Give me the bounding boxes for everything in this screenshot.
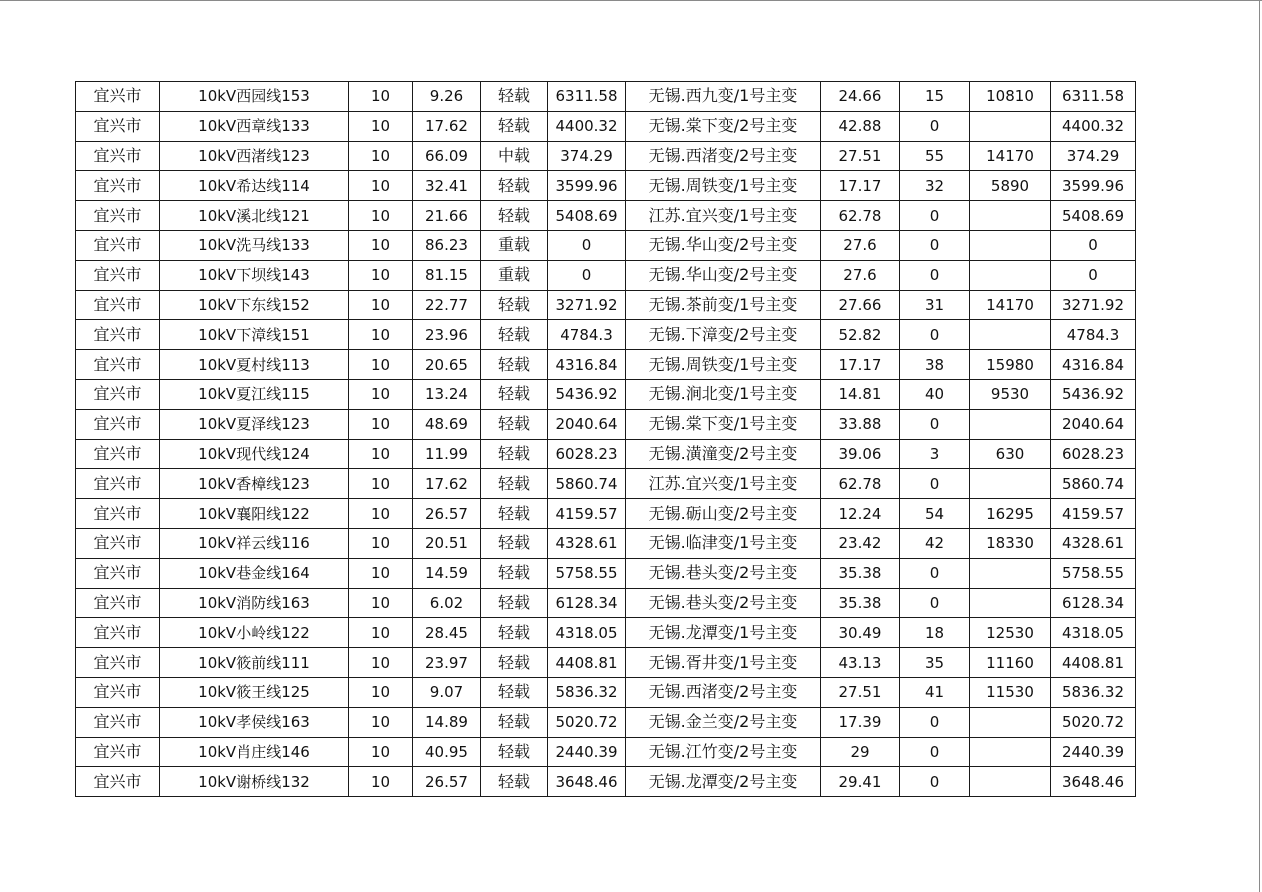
cell-load-status: 轻载 xyxy=(481,171,548,201)
cell-spare-capacity: 5436.92 xyxy=(548,379,626,409)
cell-line-name: 10kV下坝线143 xyxy=(160,260,349,290)
cell-transformer-load-rate: 17.17 xyxy=(821,171,900,201)
cell-load-rate: 28.45 xyxy=(413,618,481,648)
cell-capacity: 5890 xyxy=(970,171,1051,201)
cell-voltage: 10 xyxy=(349,737,413,767)
cell-load-status: 轻载 xyxy=(481,469,548,499)
feeder-load-table xyxy=(75,81,1136,797)
cell-voltage: 10 xyxy=(349,618,413,648)
cell-load-status: 轻载 xyxy=(481,350,548,380)
cell-line-name: 10kV西渚线123 xyxy=(160,141,349,171)
cell-available-capacity: 3599.96 xyxy=(1051,171,1136,201)
cell-capacity: 9530 xyxy=(970,379,1051,409)
cell-spare-capacity: 2440.39 xyxy=(548,737,626,767)
cell-voltage: 10 xyxy=(349,260,413,290)
cell-voltage: 10 xyxy=(349,767,413,797)
cell-load-rate: 40.95 xyxy=(413,737,481,767)
cell-line-name: 10kV巷金线164 xyxy=(160,558,349,588)
cell-main-transformer: 无锡.棠下变/2号主变 xyxy=(626,111,821,141)
cell-count: 0 xyxy=(900,588,970,618)
cell-available-capacity: 4408.81 xyxy=(1051,648,1136,678)
cell-available-capacity: 5860.74 xyxy=(1051,469,1136,499)
cell-load-rate: 81.15 xyxy=(413,260,481,290)
cell-available-capacity: 5436.92 xyxy=(1051,379,1136,409)
table-row xyxy=(76,350,1136,380)
cell-main-transformer: 无锡.西渚变/2号主变 xyxy=(626,141,821,171)
cell-spare-capacity: 4400.32 xyxy=(548,111,626,141)
cell-load-status: 轻载 xyxy=(481,201,548,231)
cell-spare-capacity: 0 xyxy=(548,230,626,260)
cell-line-name: 10kV筱前线111 xyxy=(160,648,349,678)
cell-main-transformer: 无锡.华山变/2号主变 xyxy=(626,230,821,260)
cell-load-rate: 21.66 xyxy=(413,201,481,231)
cell-line-name: 10kV孝侯线163 xyxy=(160,707,349,737)
cell-line-name: 10kV溪北线121 xyxy=(160,201,349,231)
cell-capacity xyxy=(970,409,1051,439)
cell-available-capacity: 4328.61 xyxy=(1051,528,1136,558)
cell-spare-capacity: 3648.46 xyxy=(548,767,626,797)
table-row xyxy=(76,82,1136,112)
cell-count: 32 xyxy=(900,171,970,201)
cell-main-transformer: 无锡.周铁变/1号主变 xyxy=(626,171,821,201)
cell-city: 宜兴市 xyxy=(76,379,160,409)
cell-spare-capacity: 0 xyxy=(548,260,626,290)
cell-line-name: 10kV西章线133 xyxy=(160,111,349,141)
page-top-edge xyxy=(0,0,1262,1)
cell-main-transformer: 无锡.茶前变/1号主变 xyxy=(626,290,821,320)
cell-available-capacity: 5020.72 xyxy=(1051,707,1136,737)
cell-main-transformer: 无锡.周铁变/1号主变 xyxy=(626,350,821,380)
table-body xyxy=(76,82,1136,797)
cell-count: 0 xyxy=(900,230,970,260)
cell-transformer-load-rate: 62.78 xyxy=(821,201,900,231)
cell-load-rate: 13.24 xyxy=(413,379,481,409)
cell-available-capacity: 6311.58 xyxy=(1051,82,1136,112)
cell-available-capacity: 6128.34 xyxy=(1051,588,1136,618)
table-row xyxy=(76,469,1136,499)
cell-load-status: 轻载 xyxy=(481,618,548,648)
cell-count: 18 xyxy=(900,618,970,648)
table-row xyxy=(76,677,1136,707)
cell-load-rate: 20.51 xyxy=(413,528,481,558)
cell-voltage: 10 xyxy=(349,141,413,171)
cell-spare-capacity: 5758.55 xyxy=(548,558,626,588)
page-right-edge xyxy=(1259,0,1260,892)
cell-main-transformer: 无锡.西渚变/2号主变 xyxy=(626,677,821,707)
cell-voltage: 10 xyxy=(349,111,413,141)
cell-transformer-load-rate: 52.82 xyxy=(821,320,900,350)
cell-voltage: 10 xyxy=(349,290,413,320)
cell-count: 0 xyxy=(900,409,970,439)
cell-city: 宜兴市 xyxy=(76,290,160,320)
cell-line-name: 10kV襄阳线122 xyxy=(160,499,349,529)
cell-city: 宜兴市 xyxy=(76,201,160,231)
cell-line-name: 10kV夏泽线123 xyxy=(160,409,349,439)
cell-load-status: 轻载 xyxy=(481,439,548,469)
cell-load-rate: 26.57 xyxy=(413,767,481,797)
cell-capacity: 14170 xyxy=(970,290,1051,320)
table-row xyxy=(76,320,1136,350)
cell-voltage: 10 xyxy=(349,230,413,260)
cell-available-capacity: 5408.69 xyxy=(1051,201,1136,231)
cell-spare-capacity: 3271.92 xyxy=(548,290,626,320)
cell-capacity xyxy=(970,111,1051,141)
cell-count: 35 xyxy=(900,648,970,678)
cell-load-status: 轻载 xyxy=(481,82,548,112)
cell-main-transformer: 无锡.龙潭变/1号主变 xyxy=(626,618,821,648)
cell-transformer-load-rate: 39.06 xyxy=(821,439,900,469)
table-row xyxy=(76,528,1136,558)
cell-capacity xyxy=(970,737,1051,767)
cell-city: 宜兴市 xyxy=(76,260,160,290)
cell-city: 宜兴市 xyxy=(76,588,160,618)
cell-transformer-load-rate: 30.49 xyxy=(821,618,900,648)
cell-load-status: 轻载 xyxy=(481,290,548,320)
cell-available-capacity: 3271.92 xyxy=(1051,290,1136,320)
cell-load-status: 轻载 xyxy=(481,707,548,737)
cell-voltage: 10 xyxy=(349,499,413,529)
cell-voltage: 10 xyxy=(349,469,413,499)
table-row xyxy=(76,648,1136,678)
cell-line-name: 10kV下东线152 xyxy=(160,290,349,320)
cell-available-capacity: 4784.3 xyxy=(1051,320,1136,350)
cell-load-rate: 6.02 xyxy=(413,588,481,618)
cell-spare-capacity: 5408.69 xyxy=(548,201,626,231)
cell-spare-capacity: 4408.81 xyxy=(548,648,626,678)
cell-main-transformer: 无锡.临津变/1号主变 xyxy=(626,528,821,558)
cell-city: 宜兴市 xyxy=(76,618,160,648)
cell-count: 54 xyxy=(900,499,970,529)
cell-transformer-load-rate: 27.66 xyxy=(821,290,900,320)
cell-capacity xyxy=(970,230,1051,260)
cell-count: 38 xyxy=(900,350,970,380)
cell-main-transformer: 无锡.下漳变/2号主变 xyxy=(626,320,821,350)
cell-count: 3 xyxy=(900,439,970,469)
cell-transformer-load-rate: 35.38 xyxy=(821,558,900,588)
cell-line-name: 10kV消防线163 xyxy=(160,588,349,618)
cell-capacity xyxy=(970,558,1051,588)
cell-voltage: 10 xyxy=(349,439,413,469)
spreadsheet-page xyxy=(75,81,1136,797)
cell-count: 0 xyxy=(900,737,970,767)
cell-city: 宜兴市 xyxy=(76,499,160,529)
cell-load-rate: 26.57 xyxy=(413,499,481,529)
cell-load-status: 轻载 xyxy=(481,409,548,439)
cell-capacity xyxy=(970,469,1051,499)
cell-available-capacity: 3648.46 xyxy=(1051,767,1136,797)
cell-available-capacity: 4159.57 xyxy=(1051,499,1136,529)
cell-capacity: 18330 xyxy=(970,528,1051,558)
table-row xyxy=(76,737,1136,767)
cell-count: 0 xyxy=(900,111,970,141)
table-row xyxy=(76,230,1136,260)
cell-load-rate: 48.69 xyxy=(413,409,481,439)
cell-line-name: 10kV现代线124 xyxy=(160,439,349,469)
cell-available-capacity: 0 xyxy=(1051,230,1136,260)
cell-line-name: 10kV肖庄线146 xyxy=(160,737,349,767)
cell-spare-capacity: 4328.61 xyxy=(548,528,626,558)
table-row xyxy=(76,707,1136,737)
cell-main-transformer: 江苏.宜兴变/1号主变 xyxy=(626,201,821,231)
cell-load-rate: 86.23 xyxy=(413,230,481,260)
cell-city: 宜兴市 xyxy=(76,350,160,380)
cell-load-status: 轻载 xyxy=(481,320,548,350)
cell-capacity xyxy=(970,707,1051,737)
table-row xyxy=(76,499,1136,529)
cell-main-transformer: 无锡.涧北变/1号主变 xyxy=(626,379,821,409)
cell-main-transformer: 无锡.棠下变/1号主变 xyxy=(626,409,821,439)
cell-main-transformer: 无锡.巷头变/2号主变 xyxy=(626,588,821,618)
cell-city: 宜兴市 xyxy=(76,439,160,469)
cell-count: 40 xyxy=(900,379,970,409)
cell-voltage: 10 xyxy=(349,201,413,231)
cell-spare-capacity: 5860.74 xyxy=(548,469,626,499)
cell-voltage: 10 xyxy=(349,320,413,350)
cell-load-rate: 23.96 xyxy=(413,320,481,350)
cell-available-capacity: 2440.39 xyxy=(1051,737,1136,767)
cell-load-status: 轻载 xyxy=(481,111,548,141)
cell-line-name: 10kV希达线114 xyxy=(160,171,349,201)
cell-load-rate: 20.65 xyxy=(413,350,481,380)
cell-available-capacity: 5758.55 xyxy=(1051,558,1136,588)
cell-load-rate: 32.41 xyxy=(413,171,481,201)
cell-load-rate: 23.97 xyxy=(413,648,481,678)
cell-load-status: 重载 xyxy=(481,260,548,290)
cell-capacity xyxy=(970,767,1051,797)
cell-main-transformer: 江苏.宜兴变/1号主变 xyxy=(626,469,821,499)
cell-load-status: 轻载 xyxy=(481,499,548,529)
cell-load-status: 轻载 xyxy=(481,767,548,797)
cell-transformer-load-rate: 24.66 xyxy=(821,82,900,112)
table-row xyxy=(76,111,1136,141)
table-row xyxy=(76,260,1136,290)
cell-capacity xyxy=(970,588,1051,618)
cell-transformer-load-rate: 42.88 xyxy=(821,111,900,141)
cell-count: 42 xyxy=(900,528,970,558)
cell-load-status: 轻载 xyxy=(481,737,548,767)
cell-city: 宜兴市 xyxy=(76,648,160,678)
table-row xyxy=(76,171,1136,201)
cell-count: 55 xyxy=(900,141,970,171)
cell-available-capacity: 2040.64 xyxy=(1051,409,1136,439)
cell-line-name: 10kV洗马线133 xyxy=(160,230,349,260)
cell-spare-capacity: 5020.72 xyxy=(548,707,626,737)
cell-city: 宜兴市 xyxy=(76,171,160,201)
cell-transformer-load-rate: 29 xyxy=(821,737,900,767)
cell-city: 宜兴市 xyxy=(76,141,160,171)
cell-spare-capacity: 5836.32 xyxy=(548,677,626,707)
cell-spare-capacity: 6311.58 xyxy=(548,82,626,112)
cell-load-rate: 22.77 xyxy=(413,290,481,320)
cell-city: 宜兴市 xyxy=(76,558,160,588)
cell-main-transformer: 无锡.龙潭变/2号主变 xyxy=(626,767,821,797)
table-row xyxy=(76,439,1136,469)
cell-spare-capacity: 2040.64 xyxy=(548,409,626,439)
table-row xyxy=(76,379,1136,409)
cell-voltage: 10 xyxy=(349,707,413,737)
cell-load-rate: 17.62 xyxy=(413,469,481,499)
cell-city: 宜兴市 xyxy=(76,230,160,260)
cell-spare-capacity: 6028.23 xyxy=(548,439,626,469)
cell-spare-capacity: 374.29 xyxy=(548,141,626,171)
cell-load-rate: 17.62 xyxy=(413,111,481,141)
cell-capacity: 10810 xyxy=(970,82,1051,112)
cell-city: 宜兴市 xyxy=(76,409,160,439)
cell-city: 宜兴市 xyxy=(76,677,160,707)
cell-main-transformer: 无锡.金兰变/2号主变 xyxy=(626,707,821,737)
cell-line-name: 10kV夏村线113 xyxy=(160,350,349,380)
cell-voltage: 10 xyxy=(349,558,413,588)
cell-capacity: 16295 xyxy=(970,499,1051,529)
cell-city: 宜兴市 xyxy=(76,82,160,112)
cell-count: 15 xyxy=(900,82,970,112)
cell-load-status: 轻载 xyxy=(481,558,548,588)
cell-load-status: 轻载 xyxy=(481,528,548,558)
cell-count: 0 xyxy=(900,767,970,797)
cell-count: 0 xyxy=(900,260,970,290)
table-row xyxy=(76,141,1136,171)
cell-line-name: 10kV香樟线123 xyxy=(160,469,349,499)
cell-main-transformer: 无锡.巷头变/2号主变 xyxy=(626,558,821,588)
cell-count: 31 xyxy=(900,290,970,320)
table-row xyxy=(76,409,1136,439)
cell-count: 0 xyxy=(900,558,970,588)
cell-load-rate: 14.89 xyxy=(413,707,481,737)
cell-transformer-load-rate: 12.24 xyxy=(821,499,900,529)
cell-line-name: 10kV下漳线151 xyxy=(160,320,349,350)
cell-city: 宜兴市 xyxy=(76,469,160,499)
cell-voltage: 10 xyxy=(349,82,413,112)
cell-capacity: 630 xyxy=(970,439,1051,469)
cell-city: 宜兴市 xyxy=(76,767,160,797)
cell-voltage: 10 xyxy=(349,350,413,380)
cell-line-name: 10kV夏江线115 xyxy=(160,379,349,409)
table-row xyxy=(76,201,1136,231)
cell-spare-capacity: 6128.34 xyxy=(548,588,626,618)
cell-available-capacity: 0 xyxy=(1051,260,1136,290)
cell-load-status: 轻载 xyxy=(481,648,548,678)
cell-capacity: 12530 xyxy=(970,618,1051,648)
cell-city: 宜兴市 xyxy=(76,707,160,737)
cell-spare-capacity: 4159.57 xyxy=(548,499,626,529)
cell-load-rate: 9.07 xyxy=(413,677,481,707)
cell-voltage: 10 xyxy=(349,379,413,409)
cell-load-status: 轻载 xyxy=(481,677,548,707)
cell-main-transformer: 无锡.华山变/2号主变 xyxy=(626,260,821,290)
cell-main-transformer: 无锡.砺山变/2号主变 xyxy=(626,499,821,529)
cell-transformer-load-rate: 35.38 xyxy=(821,588,900,618)
cell-city: 宜兴市 xyxy=(76,528,160,558)
cell-capacity xyxy=(970,320,1051,350)
cell-main-transformer: 无锡.胥井变/1号主变 xyxy=(626,648,821,678)
cell-transformer-load-rate: 17.17 xyxy=(821,350,900,380)
cell-available-capacity: 374.29 xyxy=(1051,141,1136,171)
cell-available-capacity: 5836.32 xyxy=(1051,677,1136,707)
cell-count: 41 xyxy=(900,677,970,707)
table-row xyxy=(76,588,1136,618)
cell-load-status: 轻载 xyxy=(481,588,548,618)
cell-city: 宜兴市 xyxy=(76,737,160,767)
cell-voltage: 10 xyxy=(349,677,413,707)
cell-line-name: 10kV筱王线125 xyxy=(160,677,349,707)
cell-voltage: 10 xyxy=(349,588,413,618)
cell-transformer-load-rate: 43.13 xyxy=(821,648,900,678)
cell-available-capacity: 6028.23 xyxy=(1051,439,1136,469)
table-row xyxy=(76,290,1136,320)
cell-voltage: 10 xyxy=(349,528,413,558)
cell-main-transformer: 无锡.江竹变/2号主变 xyxy=(626,737,821,767)
cell-city: 宜兴市 xyxy=(76,111,160,141)
cell-spare-capacity: 4316.84 xyxy=(548,350,626,380)
cell-main-transformer: 无锡.潢潼变/2号主变 xyxy=(626,439,821,469)
cell-transformer-load-rate: 27.6 xyxy=(821,230,900,260)
cell-load-rate: 11.99 xyxy=(413,439,481,469)
cell-capacity: 11530 xyxy=(970,677,1051,707)
cell-capacity: 15980 xyxy=(970,350,1051,380)
cell-capacity: 14170 xyxy=(970,141,1051,171)
cell-transformer-load-rate: 33.88 xyxy=(821,409,900,439)
cell-spare-capacity: 4318.05 xyxy=(548,618,626,648)
cell-transformer-load-rate: 62.78 xyxy=(821,469,900,499)
cell-load-status: 重载 xyxy=(481,230,548,260)
cell-load-rate: 9.26 xyxy=(413,82,481,112)
cell-spare-capacity: 4784.3 xyxy=(548,320,626,350)
cell-load-rate: 14.59 xyxy=(413,558,481,588)
cell-city: 宜兴市 xyxy=(76,320,160,350)
cell-line-name: 10kV西园线153 xyxy=(160,82,349,112)
cell-capacity: 11160 xyxy=(970,648,1051,678)
cell-line-name: 10kV祥云线116 xyxy=(160,528,349,558)
cell-transformer-load-rate: 29.41 xyxy=(821,767,900,797)
cell-count: 0 xyxy=(900,469,970,499)
cell-transformer-load-rate: 27.6 xyxy=(821,260,900,290)
cell-spare-capacity: 3599.96 xyxy=(548,171,626,201)
cell-load-status: 轻载 xyxy=(481,379,548,409)
table-row xyxy=(76,558,1136,588)
cell-line-name: 10kV谢桥线132 xyxy=(160,767,349,797)
cell-voltage: 10 xyxy=(349,648,413,678)
cell-available-capacity: 4316.84 xyxy=(1051,350,1136,380)
cell-count: 0 xyxy=(900,201,970,231)
cell-line-name: 10kV小岭线122 xyxy=(160,618,349,648)
cell-load-rate: 66.09 xyxy=(413,141,481,171)
cell-available-capacity: 4400.32 xyxy=(1051,111,1136,141)
cell-transformer-load-rate: 27.51 xyxy=(821,677,900,707)
cell-count: 0 xyxy=(900,320,970,350)
table-row xyxy=(76,767,1136,797)
cell-transformer-load-rate: 14.81 xyxy=(821,379,900,409)
cell-transformer-load-rate: 17.39 xyxy=(821,707,900,737)
cell-load-status: 中载 xyxy=(481,141,548,171)
cell-available-capacity: 4318.05 xyxy=(1051,618,1136,648)
table-row xyxy=(76,618,1136,648)
cell-capacity xyxy=(970,260,1051,290)
cell-main-transformer: 无锡.西九变/1号主变 xyxy=(626,82,821,112)
cell-voltage: 10 xyxy=(349,409,413,439)
cell-capacity xyxy=(970,201,1051,231)
cell-transformer-load-rate: 27.51 xyxy=(821,141,900,171)
cell-count: 0 xyxy=(900,707,970,737)
cell-voltage: 10 xyxy=(349,171,413,201)
cell-transformer-load-rate: 23.42 xyxy=(821,528,900,558)
